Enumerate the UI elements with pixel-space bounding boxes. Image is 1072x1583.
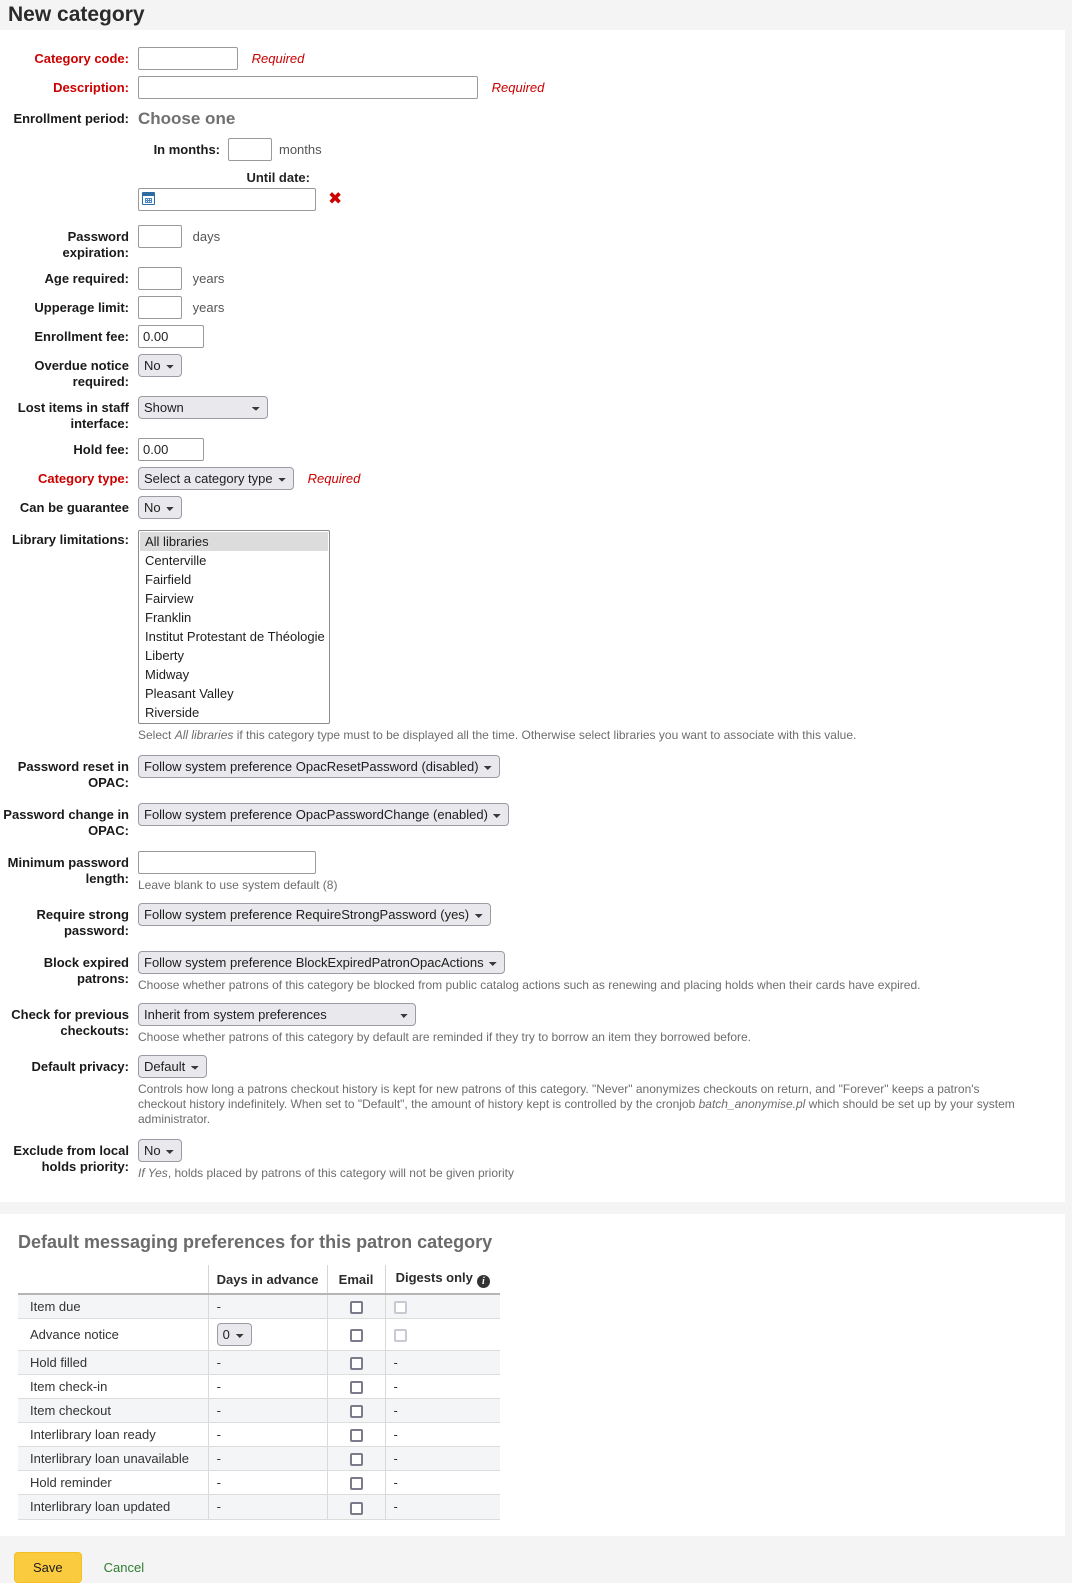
field-row-description: [0, 73, 1065, 102]
library-hint-emphasis: All libraries: [174, 728, 234, 742]
field-row-default-privacy: [0, 1052, 1065, 1130]
minimum-password-length-hint: Leave blank to use system default (8): [138, 878, 338, 892]
field-row-enrollment-period: [0, 102, 1065, 214]
email-checkbox[interactable]: [350, 1357, 363, 1370]
digests-only-cell: -: [385, 1399, 500, 1423]
age-required-label: Age required:: [44, 271, 129, 286]
digests-only-cell: -: [385, 1495, 500, 1519]
digests-only-cell: [385, 1294, 500, 1319]
library-option[interactable]: Liberty: [145, 648, 185, 663]
digests-only-cell: -: [385, 1351, 500, 1375]
can-be-guarantee-label: Can be guarantee: [19, 500, 129, 515]
email-checkbox[interactable]: [350, 1329, 363, 1342]
email-checkbox[interactable]: [350, 1429, 363, 1442]
page-title: New category: [8, 3, 145, 26]
field-row-overdue-notice: [0, 351, 1065, 393]
library-option[interactable]: Franklin: [145, 610, 192, 625]
minimum-password-length-label: Minimum password length:: [7, 855, 129, 886]
field-row-library-limitations: [0, 527, 1065, 746]
until-date-block: [138, 170, 1065, 211]
column-header-email: Email: [327, 1265, 385, 1294]
field-row-check-previous-checkouts: [0, 1000, 1065, 1048]
field-row-minimum-password-length: [0, 848, 1065, 896]
enrollment-fee-input[interactable]: [138, 325, 204, 348]
message-type-label: Item check-in: [18, 1375, 208, 1399]
column-header-digests-only: [385, 1265, 500, 1294]
in-months-input[interactable]: [228, 138, 272, 161]
enrollment-fee-label: Enrollment fee:: [34, 329, 129, 344]
check-previous-checkouts-hint: Choose whether patrons of this category by default are reminded if they try to borrow an item they borrowed before.: [138, 1030, 751, 1044]
table-header-row: [18, 1265, 500, 1294]
messaging-preferences-table: [18, 1265, 500, 1520]
email-checkbox[interactable]: [350, 1502, 363, 1515]
days-in-advance-cell: -: [208, 1471, 327, 1495]
email-cell: [327, 1294, 385, 1319]
require-strong-password-label: Require strong password:: [36, 907, 129, 938]
email-checkbox[interactable]: [350, 1301, 363, 1314]
table-row: [18, 1294, 500, 1319]
message-type-label: Hold reminder: [18, 1471, 208, 1495]
in-months-row: [138, 138, 1065, 161]
digests-only-cell: -: [385, 1375, 500, 1399]
description-required-note: Required: [491, 80, 545, 95]
field-row-hold-fee: [0, 435, 1065, 464]
days-in-advance-select[interactable]: [217, 1323, 252, 1346]
field-row-password-reset-opac: [0, 752, 1065, 794]
library-option[interactable]: Pleasant Valley: [145, 686, 234, 701]
default-privacy-hint-cronjob: batch_anonymise.pl: [698, 1097, 806, 1111]
default-privacy-label: Default privacy:: [31, 1059, 129, 1074]
message-type-label: Interlibrary loan ready: [18, 1423, 208, 1447]
message-type-label: Interlibrary loan updated: [18, 1495, 208, 1519]
age-required-input[interactable]: [138, 267, 182, 290]
form-actions: [0, 1536, 1072, 1583]
table-row: [18, 1399, 500, 1423]
category-form-card: [0, 30, 1065, 1202]
message-type-label: Hold filled: [18, 1351, 208, 1375]
default-privacy-select[interactable]: [138, 1055, 207, 1078]
require-strong-password-select[interactable]: [138, 903, 491, 926]
email-checkbox[interactable]: [350, 1405, 363, 1418]
category-code-required-note: Required: [251, 51, 305, 66]
message-type-label: Item due: [18, 1294, 208, 1319]
category-type-required-note: Required: [307, 471, 361, 486]
default-privacy-hint-part2: which should be set up by your system administrator.: [138, 1097, 1015, 1126]
exclude-local-holds-label: Exclude from local holds priority:: [13, 1143, 129, 1174]
in-months-label: In months:: [153, 142, 220, 157]
email-cell: [327, 1495, 385, 1519]
library-limitations-label: Library limitations:: [11, 532, 129, 547]
email-checkbox[interactable]: [350, 1477, 363, 1490]
save-button[interactable]: Save: [14, 1552, 82, 1583]
days-in-advance-cell: -: [208, 1495, 327, 1519]
category-type-label: Category type:: [37, 471, 129, 486]
days-in-advance-cell: -: [208, 1447, 327, 1471]
field-row-upperage-limit: [0, 293, 1065, 322]
field-row-block-expired-patrons: [0, 948, 1065, 996]
email-checkbox[interactable]: [350, 1453, 363, 1466]
password-change-opac-select[interactable]: [138, 803, 509, 826]
table-row: [18, 1471, 500, 1495]
password-expiration-unit: days: [192, 229, 221, 244]
calendar-icon[interactable]: [142, 192, 155, 205]
info-icon[interactable]: i: [477, 1275, 490, 1288]
upperage-limit-unit: years: [192, 300, 225, 315]
block-expired-patrons-select[interactable]: [138, 951, 505, 974]
digests-only-cell: -: [385, 1423, 500, 1447]
default-privacy-hint: [138, 1082, 1028, 1127]
digests-only-checkbox: [394, 1301, 407, 1314]
field-row-enrollment-fee: [0, 322, 1065, 351]
library-option[interactable]: Riverside: [145, 705, 200, 720]
days-in-advance-cell: -: [208, 1423, 327, 1447]
table-row: [18, 1423, 500, 1447]
clear-date-icon[interactable]: ✖: [328, 189, 343, 209]
exclude-local-holds-hint: [138, 1166, 1028, 1181]
field-row-lost-items: [0, 393, 1065, 435]
days-in-advance-cell: -: [208, 1375, 327, 1399]
hold-fee-label: Hold fee:: [73, 442, 129, 457]
until-date-label: Until date:: [246, 170, 310, 185]
category-code-label: Category code:: [34, 51, 129, 66]
minimum-password-length-input[interactable]: [138, 851, 316, 874]
overdue-notice-label: Overdue notice required:: [34, 358, 129, 389]
hold-fee-input[interactable]: [138, 438, 204, 461]
library-option[interactable]: Centerville: [145, 553, 207, 568]
field-row-password-expiration: [0, 222, 1065, 264]
table-row: [18, 1495, 500, 1519]
library-hint-suffix: if this category type must to be displayed all the time. Otherwise select libraries you want to associate with this value.: [233, 728, 857, 742]
upperage-limit-input[interactable]: [138, 296, 182, 319]
field-row-require-strong-password: [0, 900, 1065, 942]
email-cell: [327, 1423, 385, 1447]
months-unit-label: months: [279, 142, 322, 157]
digests-only-cell: [385, 1319, 500, 1351]
password-reset-opac-select[interactable]: [138, 755, 500, 778]
table-row: [18, 1375, 500, 1399]
email-cell: [327, 1351, 385, 1375]
until-date-wrapper: [138, 188, 316, 211]
password-expiration-label: Password expiration:: [62, 229, 129, 260]
email-cell: [327, 1447, 385, 1471]
digests-only-checkbox: [394, 1329, 407, 1342]
email-cell: [327, 1471, 385, 1495]
block-expired-patrons-label: Block expired patrons:: [43, 955, 129, 986]
message-type-label: Advance notice: [18, 1319, 208, 1351]
choose-one-heading: Choose one: [138, 109, 236, 128]
message-type-label: Item checkout: [18, 1399, 208, 1423]
field-row-exclude-local-holds: [0, 1136, 1065, 1184]
exclude-local-holds-hint-rest: , holds placed by patrons of this category will not be given priority: [167, 1166, 514, 1180]
cancel-link[interactable]: Cancel: [103, 1559, 145, 1575]
email-checkbox[interactable]: [350, 1381, 363, 1394]
exclude-local-holds-hint-emphasis: If Yes: [138, 1166, 168, 1180]
default-privacy-hint-part1: Controls how long a patrons checkout history is kept for new patrons of this category. "Never" anonymizes checkouts on return, and "Forever" keeps a patron's checkout history indefinitely. When set to "Default", the amount of history kept is controlled by the cronjob: [138, 1082, 980, 1111]
can-be-guarantee-select[interactable]: [138, 496, 182, 519]
days-in-advance-cell: -: [208, 1399, 327, 1423]
category-type-select[interactable]: [138, 467, 294, 490]
password-change-opac-label: Password change in OPAC:: [3, 807, 129, 838]
password-reset-opac-label: Password reset in OPAC:: [17, 759, 129, 790]
digests-only-cell: -: [385, 1447, 500, 1471]
days-in-advance-cell: [208, 1319, 327, 1351]
email-cell: [327, 1375, 385, 1399]
digests-only-cell: -: [385, 1471, 500, 1495]
digests-only-text: Digests only: [395, 1270, 473, 1285]
lost-items-select[interactable]: [138, 396, 268, 419]
field-row-age-required: [0, 264, 1065, 293]
days-in-advance-cell: -: [208, 1294, 327, 1319]
table-row: [18, 1447, 500, 1471]
field-row-category-code: [0, 44, 1065, 73]
enrollment-period-label: Enrollment period:: [13, 111, 129, 126]
description-label: Description:: [53, 80, 129, 95]
library-option[interactable]: Midway: [145, 667, 190, 682]
until-date-input[interactable]: [138, 188, 316, 211]
age-required-unit: years: [192, 271, 225, 286]
description-input[interactable]: [138, 76, 478, 99]
library-option[interactable]: Fairfield: [145, 572, 192, 587]
messaging-section-title: Default messaging preferences for this patron category: [18, 1232, 493, 1252]
library-option[interactable]: Fairview: [145, 591, 194, 606]
check-previous-checkouts-label: Check for previous checkouts:: [11, 1007, 129, 1038]
overdue-notice-select[interactable]: [138, 354, 182, 377]
password-expiration-input[interactable]: [138, 225, 182, 248]
field-row-can-be-guarantee: [0, 493, 1065, 522]
exclude-local-holds-select[interactable]: [138, 1139, 182, 1162]
messaging-preferences-card: [0, 1214, 1065, 1536]
days-in-advance-cell: -: [208, 1351, 327, 1375]
email-cell: [327, 1319, 385, 1351]
check-previous-checkouts-select[interactable]: [138, 1003, 416, 1026]
table-row: [18, 1319, 500, 1351]
column-header-name: [18, 1265, 208, 1294]
library-limitations-hint: [138, 728, 1028, 743]
library-option[interactable]: Institut Protestant de Théologie: [145, 629, 325, 644]
message-type-label: Interlibrary loan unavailable: [18, 1447, 208, 1471]
field-row-category-type: [0, 464, 1065, 493]
field-row-password-change-opac: [0, 800, 1065, 842]
upperage-limit-label: Upperage limit:: [34, 300, 129, 315]
lost-items-label: Lost items in staff interface:: [17, 400, 129, 431]
column-header-days-in-advance: Days in advance: [208, 1265, 327, 1294]
library-hint-prefix: Select: [138, 728, 175, 742]
block-expired-patrons-hint: Choose whether patrons of this category be blocked from public catalog actions such as renewing and placing holds when their cards have expired.: [138, 978, 921, 992]
library-option[interactable]: All libraries: [140, 532, 328, 551]
table-row: [18, 1351, 500, 1375]
email-cell: [327, 1399, 385, 1423]
library-limitations-listbox[interactable]: [138, 530, 330, 724]
category-code-input[interactable]: [138, 47, 238, 70]
